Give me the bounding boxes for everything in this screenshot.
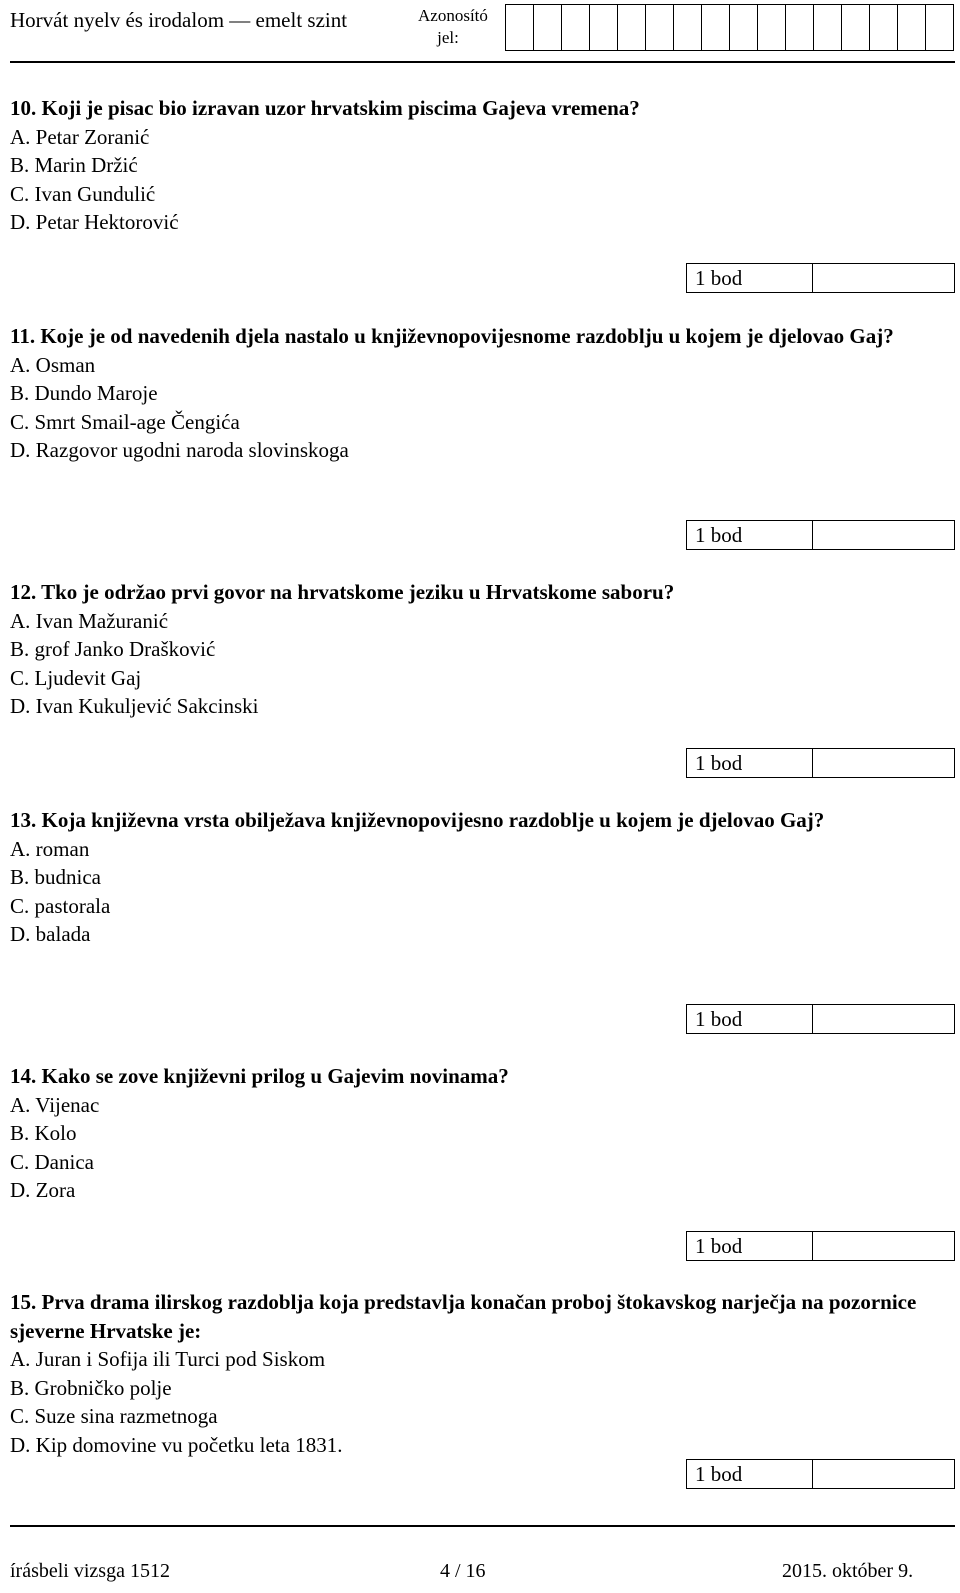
answer-option: B. grof Janko Drašković — [10, 637, 216, 662]
footer-exam-code: írásbeli vizsga 1512 — [10, 1560, 170, 1582]
id-box[interactable] — [926, 5, 954, 50]
answer-option: D. balada — [10, 922, 91, 947]
question-title: 14. Kako se zove književni prilog u Gajevim novinama? — [10, 1064, 509, 1088]
question-11 — [10, 322, 910, 465]
answer-option: C. Danica — [10, 1149, 94, 1174]
id-label — [418, 5, 488, 49]
id-box[interactable] — [842, 5, 870, 50]
answer-option: D. Razgovor ugodni naroda slovinskoga — [10, 438, 349, 463]
question-title: 11. Koje je od navedenih djela nastalo u književnopovijesnome razdoblju u kojem je djelovao Gaj? — [10, 324, 894, 348]
answer-option: C. Suze sina razmetnoga — [10, 1404, 218, 1429]
question-13 — [10, 806, 830, 949]
score-label: 1 bod — [687, 1005, 813, 1033]
id-box[interactable] — [730, 5, 758, 50]
answer-option: B. budnica — [10, 865, 101, 890]
score-label: 1 bod — [687, 1232, 813, 1260]
score-entry[interactable] — [813, 1232, 954, 1260]
id-box[interactable] — [870, 5, 898, 50]
answer-option: B. Marin Držić — [10, 153, 138, 178]
score-label: 1 bod — [687, 264, 813, 292]
question-title: 10. Koji je pisac bio izravan uzor hrvatskim piscima Gajeva vremena? — [10, 96, 640, 120]
answer-option: D. Petar Hektorović — [10, 210, 179, 235]
question-10 — [10, 94, 940, 237]
score-box — [686, 1459, 955, 1489]
id-box[interactable] — [898, 5, 926, 50]
answer-option: B. Grobničko polje — [10, 1375, 172, 1400]
answer-option: B. Dundo Maroje — [10, 381, 158, 406]
score-label: 1 bod — [687, 1460, 813, 1488]
id-box[interactable] — [814, 5, 842, 50]
answer-option: C. pastorala — [10, 893, 111, 918]
footer-divider — [10, 1525, 955, 1527]
id-box[interactable] — [758, 5, 786, 50]
id-label-line1: Azonosító — [418, 6, 488, 25]
score-entry[interactable] — [813, 1005, 954, 1033]
answer-option: C. Ljudevit Gaj — [10, 665, 142, 690]
question-14 — [10, 1062, 940, 1205]
answer-option: A. Vijenac — [10, 1092, 100, 1117]
id-box[interactable] — [646, 5, 674, 50]
question-15 — [10, 1288, 950, 1460]
id-box[interactable] — [702, 5, 730, 50]
id-box[interactable] — [618, 5, 646, 50]
score-label: 1 bod — [687, 521, 813, 549]
score-box — [686, 263, 955, 293]
answer-option: A. Osman — [10, 352, 96, 377]
question-title: 13. Koja književna vrsta obilježava književnopovijesno razdoblje u kojem je djelovao Gaj? — [10, 808, 825, 832]
id-box[interactable] — [674, 5, 702, 50]
header-divider — [10, 61, 955, 63]
id-boxes — [505, 4, 954, 51]
score-entry[interactable] — [813, 1460, 954, 1488]
id-box[interactable] — [562, 5, 590, 50]
score-label: 1 bod — [687, 749, 813, 777]
answer-option: A. Juran i Sofija ili Turci pod Siskom — [10, 1347, 326, 1372]
question-title: 12. Tko je održao prvi govor na hrvatskome jeziku u Hrvatskome saboru? — [10, 580, 675, 604]
footer-date: 2015. október 9. — [782, 1560, 914, 1582]
answer-option: A. Ivan Mažuranić — [10, 608, 169, 633]
score-box — [686, 1004, 955, 1034]
answer-option: A. Petar Zoranić — [10, 124, 150, 149]
answer-option: D. Kip domovine vu početku leta 1831. — [10, 1432, 343, 1457]
id-box[interactable] — [786, 5, 814, 50]
answer-option: C. Ivan Gundulić — [10, 181, 156, 206]
answer-option: D. Ivan Kukuljević Sakcinski — [10, 694, 259, 719]
score-box — [686, 520, 955, 550]
score-entry[interactable] — [813, 264, 954, 292]
id-box[interactable] — [506, 5, 534, 50]
score-box — [686, 1231, 955, 1261]
answer-option: A. roman — [10, 836, 90, 861]
header-title: Horvát nyelv és irodalom — emelt szint — [10, 8, 348, 32]
answer-option: B. Kolo — [10, 1121, 77, 1146]
answer-option: C. Smrt Smail-age Čengića — [10, 409, 240, 434]
id-box[interactable] — [590, 5, 618, 50]
score-entry[interactable] — [813, 521, 954, 549]
score-entry[interactable] — [813, 749, 954, 777]
id-label-line2: jel: — [437, 28, 459, 47]
answer-option: D. Zora — [10, 1178, 76, 1203]
question-title: 15. Prva drama ilirskog razdoblja koja predstavlja konačan proboj štokavskog narječja na pozornice sjeverne Hrvatske je: — [10, 1290, 917, 1343]
question-12 — [10, 578, 940, 721]
footer-page-number: 4 / 16 — [440, 1560, 486, 1582]
id-box[interactable] — [534, 5, 562, 50]
page-header — [0, 0, 960, 60]
score-box — [686, 748, 955, 778]
